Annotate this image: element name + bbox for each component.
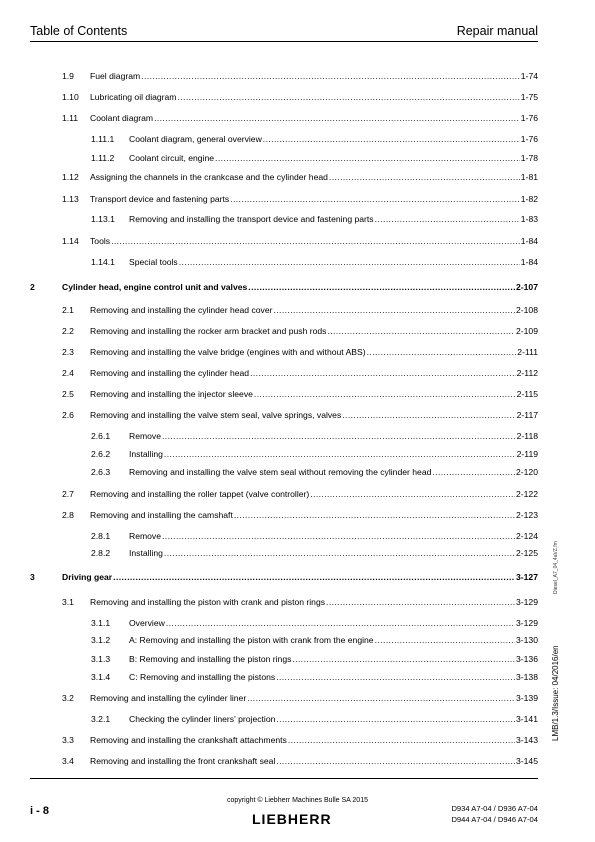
dot-leader (326, 596, 515, 609)
toc-entry-number: 3.1.3 (91, 654, 111, 664)
toc-entry-page: 3-143 (516, 735, 538, 745)
toc-entry-page: 2-112 (516, 368, 538, 378)
dot-leader (276, 755, 515, 768)
toc-entry-page: 2-119 (516, 449, 538, 459)
toc-entry-page: 3-129 (516, 618, 538, 628)
toc-entry-title: C: Removing and installing the pistons (129, 672, 276, 682)
toc-entry-number: 2.3 (62, 347, 74, 357)
page-number: i - 8 (30, 805, 49, 817)
toc-entry-title: B: Removing and installing the piston rings (129, 654, 292, 664)
dot-leader (111, 235, 520, 248)
toc-entry-number: 1.12 (62, 172, 79, 182)
toc-entry-page: 1-83 (520, 214, 538, 224)
toc-entry[interactable] (0, 617, 538, 630)
toc-entry-number: 1.13.1 (91, 214, 115, 224)
dot-leader (141, 70, 520, 83)
toc-entry[interactable] (0, 671, 538, 684)
toc-entry-title: Installing (129, 449, 163, 459)
toc-entry-number: 2.4 (62, 368, 74, 378)
toc-entry-line (90, 325, 538, 338)
toc-entry[interactable] (0, 325, 538, 338)
toc-entry[interactable] (0, 193, 538, 206)
toc-entry-page: 1-84 (520, 236, 538, 246)
toc-entry-page: 3-145 (516, 756, 538, 766)
toc-entry-page: 3-141 (516, 714, 538, 724)
toc-entry-title: Transport device and fastening parts (90, 194, 230, 204)
toc-entry-number: 2.6 (62, 410, 74, 420)
toc-entry-line (129, 466, 538, 479)
toc-entry[interactable] (0, 530, 538, 543)
dot-leader (162, 530, 515, 543)
toc-entry-page: 1-76 (520, 134, 538, 144)
toc-entry-page: 2-122 (516, 489, 538, 499)
toc-entry-number: 3.3 (62, 735, 74, 745)
toc-entry[interactable] (0, 133, 538, 146)
copyright-notice: copyright © Liebherr Machines Bulle SA 2015 (227, 797, 368, 804)
toc-entry-title: Removing and installing the roller tappet (valve controller) (90, 489, 310, 499)
toc-entry[interactable] (0, 571, 538, 584)
toc-entry[interactable] (0, 547, 538, 560)
toc-entry-page: 2-108 (516, 305, 538, 315)
toc-entry-number: 1.14 (62, 236, 79, 246)
toc-entry-number: 3.1.2 (91, 635, 111, 645)
toc-entry-line (90, 346, 538, 359)
toc-entry-number: 3.4 (62, 756, 74, 766)
toc-entry-number: 3.2.1 (91, 714, 111, 724)
dot-leader (375, 213, 520, 226)
toc-entry-page: 2-123 (516, 510, 538, 520)
dot-leader (154, 112, 520, 125)
toc-entry-page: 3-138 (516, 672, 538, 682)
toc-entry-page: 1-75 (520, 92, 538, 102)
toc-entry[interactable] (0, 409, 538, 422)
dot-leader (177, 91, 519, 104)
toc-entry-line (90, 193, 538, 206)
toc-entry[interactable] (0, 256, 538, 269)
toc-entry-number: 2.6.3 (91, 467, 111, 477)
toc-entry-title: Removing and installing the cylinder head (90, 368, 250, 378)
toc-entry-line (129, 634, 538, 647)
toc-entry[interactable] (0, 634, 538, 647)
toc-entry-title: Coolant circuit, engine (129, 153, 215, 163)
toc-entry-line (90, 596, 538, 609)
toc-entry-line (90, 755, 538, 768)
dot-leader (292, 653, 515, 666)
toc-entry-title: Removing and installing the rocker arm bracket and push rods (90, 326, 327, 336)
toc-entry-number: 3.1.1 (91, 618, 111, 628)
toc-entry-number: 3.1 (62, 597, 74, 607)
dot-leader (310, 488, 515, 501)
toc-entry-page: 2-107 (516, 282, 538, 292)
dot-leader (273, 304, 515, 317)
dot-leader (254, 388, 516, 401)
toc-entry-title: Removing and installing the crankshaft attachments (90, 735, 287, 745)
toc-entry[interactable] (0, 70, 538, 83)
toc-entry-number: 2.6.2 (91, 449, 111, 459)
toc-entry-page: 2-115 (516, 389, 538, 399)
toc-entry-title: Lubricating oil diagram (90, 92, 177, 102)
dot-leader (288, 734, 515, 747)
toc-entry[interactable] (0, 235, 538, 248)
toc-entry-page: 3-139 (516, 693, 538, 703)
toc-entry-number: 2 (30, 282, 35, 292)
toc-entry-line (129, 152, 538, 165)
toc-entry-page: 3-127 (516, 572, 538, 582)
toc-entry[interactable] (0, 213, 538, 226)
toc-entry-line (129, 617, 538, 630)
dot-leader (230, 193, 520, 206)
toc-entry-line (90, 692, 538, 705)
toc-entry-line (90, 70, 538, 83)
toc-entry-line (129, 713, 538, 726)
toc-entry-number: 2.5 (62, 389, 74, 399)
toc-entry-title: Installing (129, 548, 163, 558)
toc-entry-page: 1-84 (520, 257, 538, 267)
toc-entry-line (129, 547, 538, 560)
toc-entry[interactable] (0, 488, 538, 501)
dot-leader (234, 509, 515, 522)
toc-entry-line (129, 530, 538, 543)
toc-entry-title: Removing and installing the front crankshaft seal (90, 756, 276, 766)
toc-entry-page: 1-74 (520, 71, 538, 81)
toc-entry[interactable] (0, 388, 538, 401)
toc-entry[interactable] (0, 152, 538, 165)
toc-entry[interactable] (0, 171, 538, 184)
toc-entry-number: 1.11.1 (91, 134, 115, 144)
models-line-2: D944 A7-04 / D946 A7-04 (451, 815, 538, 824)
toc-entry-line (62, 281, 538, 294)
toc-entry-line (90, 509, 538, 522)
toc-entry-number: 1.14.1 (91, 257, 115, 267)
toc-entry-number: 2.2 (62, 326, 74, 336)
toc-entry-line (90, 112, 538, 125)
toc-entry-number: 2.8.2 (91, 548, 111, 558)
toc-entry-line (90, 171, 538, 184)
toc-entry-number: 3 (30, 572, 35, 582)
dot-leader (179, 256, 520, 269)
toc-entry-number: 1.9 (62, 71, 74, 81)
toc-entry-title: Coolant diagram, general overview (129, 134, 262, 144)
toc-entry-line (90, 235, 538, 248)
toc-entry-title: Fuel diagram (90, 71, 141, 81)
toc-entry-page: 2-124 (516, 531, 538, 541)
dot-leader (247, 692, 515, 705)
toc-entry-title: Removing and installing the valve stem seal without removing the cylinder head (129, 467, 432, 477)
toc-entry-page: 1-78 (520, 153, 538, 163)
toc-entry[interactable] (0, 346, 538, 359)
toc-entry-page: 3-130 (516, 635, 538, 645)
dot-leader (164, 547, 515, 560)
liebherr-logo: LIEBHERR (252, 811, 332, 827)
toc-entry-line (90, 388, 538, 401)
toc-entry-number: 1.10 (62, 92, 79, 102)
toc-entry[interactable] (0, 509, 538, 522)
header-title: Table of Contents (30, 24, 128, 38)
toc-entry-page: 2-111 (517, 347, 538, 357)
toc-entry-page: 2-125 (516, 548, 538, 558)
toc-entry-line (90, 304, 538, 317)
toc-entry-line (129, 430, 538, 443)
toc-entry-title: Removing and installing the valve stem seal, valve springs, valves (90, 410, 342, 420)
file-code: Diesel_A7_04_4aVZ.fm (553, 541, 559, 594)
toc-entry-line (90, 409, 538, 422)
toc-entry-line (129, 448, 538, 461)
toc-entry-title: Cylinder head, engine control unit and valves (62, 282, 248, 292)
dot-leader (367, 346, 517, 359)
toc-entry-page: 2-118 (516, 431, 538, 441)
toc-entry-line (90, 488, 538, 501)
toc-entry[interactable] (0, 755, 538, 768)
toc-entry-page: 1-76 (520, 113, 538, 123)
toc-entry-page: 3-129 (516, 597, 538, 607)
toc-entry-title: Remove (129, 431, 161, 441)
toc-entry-page: 2-109 (516, 326, 538, 336)
toc-entry-page: 2-120 (516, 467, 538, 477)
toc-entry-number: 1.11.2 (91, 153, 115, 163)
footer-divider (30, 778, 538, 779)
toc-entry-line (129, 256, 538, 269)
toc-entry-line (129, 213, 538, 226)
dot-leader (276, 671, 515, 684)
dot-leader (250, 367, 516, 380)
toc-entry-title: Overview (129, 618, 165, 628)
toc-entry-line (129, 133, 538, 146)
toc-entry-line (90, 367, 538, 380)
dot-leader (432, 466, 515, 479)
toc-entry-page: 3-136 (516, 654, 538, 664)
toc-entry-title: Tools (90, 236, 111, 246)
toc-entry[interactable] (0, 367, 538, 380)
toc-entry-line (129, 653, 538, 666)
toc-entry[interactable] (0, 430, 538, 443)
toc-entry-number: 2.1 (62, 305, 74, 315)
toc-entry-number: 3.1.4 (91, 672, 111, 682)
toc-entry-number: 2.7 (62, 489, 74, 499)
toc-entry-title: Removing and installing the transport device and fastening parts (129, 214, 374, 224)
issue-note: LMB/1.3/Issue: 04/2016/en (551, 645, 560, 741)
toc-entry-title: Special tools (129, 257, 178, 267)
toc-entry-title: Checking the cylinder liners' projection (129, 714, 276, 724)
toc-entry[interactable] (0, 466, 538, 479)
dot-leader (162, 430, 516, 443)
toc-entry-title: Assigning the channels in the crankcase and the cylinder head (90, 172, 328, 182)
toc-entry-title: Removing and installing the valve bridge (engines with and without ABS) (90, 347, 366, 357)
dot-leader (248, 281, 515, 294)
toc-entry-number: 2.8.1 (91, 531, 111, 541)
toc-entry[interactable] (0, 713, 538, 726)
toc-entry-line (90, 734, 538, 747)
header-manual-type: Repair manual (456, 24, 538, 38)
toc-entry-title: Removing and installing the injector sleeve (90, 389, 253, 399)
toc-entry-number: 2.8 (62, 510, 74, 520)
dot-leader (276, 713, 515, 726)
toc-entry-title: Removing and installing the piston with crank and piston rings (90, 597, 326, 607)
toc-entry[interactable] (0, 91, 538, 104)
toc-entry-number: 2.6.1 (91, 431, 111, 441)
toc-entry-number: 1.11 (62, 113, 79, 123)
toc-entry[interactable] (0, 448, 538, 461)
dot-leader (375, 634, 515, 647)
toc-entry-title: Remove (129, 531, 161, 541)
toc-entry-title: Removing and installing the cylinder liner (90, 693, 247, 703)
dot-leader (164, 448, 516, 461)
dot-leader (166, 617, 515, 630)
dot-leader (342, 409, 515, 422)
toc-entry-number: 3.2 (62, 693, 74, 703)
toc-entry-line (90, 91, 538, 104)
toc-entry[interactable] (0, 596, 538, 609)
toc-entry-number: 1.13 (62, 194, 79, 204)
toc-entry-title: Removing and installing the cylinder head cover (90, 305, 273, 315)
dot-leader (263, 133, 520, 146)
models-line-1: D934 A7-04 / D936 A7-04 (451, 804, 538, 813)
dot-leader (215, 152, 520, 165)
toc-entry[interactable] (0, 281, 538, 294)
toc-entry-title: Removing and installing the camshaft (90, 510, 233, 520)
dot-leader (113, 571, 515, 584)
toc-entry-title: Coolant diagram (90, 113, 154, 123)
toc-entry-page: 1-81 (520, 172, 538, 182)
dot-leader (327, 325, 515, 338)
toc-entry-page: 2-117 (516, 410, 538, 420)
toc-entry[interactable] (0, 112, 538, 125)
toc-entry-line (62, 571, 538, 584)
toc-entry-page: 1-82 (520, 194, 538, 204)
toc-entry-title: Driving gear (62, 572, 113, 582)
toc-entry[interactable] (0, 304, 538, 317)
toc-entry[interactable] (0, 653, 538, 666)
toc-entry[interactable] (0, 734, 538, 747)
dot-leader (329, 171, 520, 184)
toc-entry[interactable] (0, 692, 538, 705)
engine-models (451, 803, 538, 825)
toc-entry-title: A: Removing and installing the piston with crank from the engine (129, 635, 374, 645)
toc-entry-line (129, 671, 538, 684)
